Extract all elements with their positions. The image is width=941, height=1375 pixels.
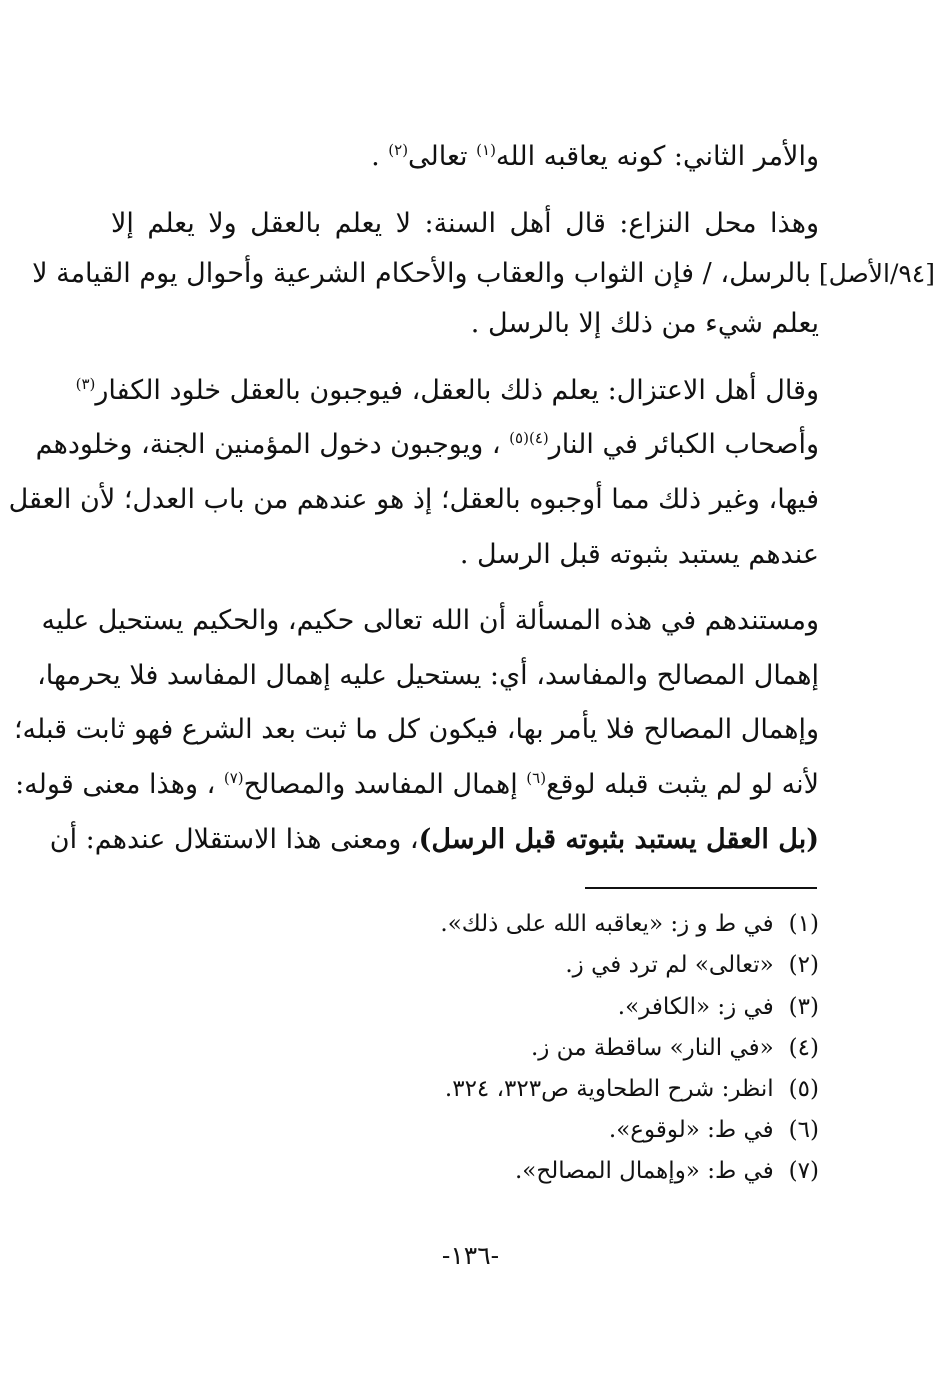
paragraph-4-line-5 bbox=[49, 820, 819, 860]
footnote-separator bbox=[585, 887, 817, 889]
paragraph-3-line-3: فيها، وغير ذلك مما أوجبوه بالعقل؛ إذ هو عندهم من باب العدل؛ لأن العقل bbox=[8, 484, 819, 515]
text-run: لأنه لو لم يثبت قبله لوقع bbox=[546, 769, 819, 800]
paragraph-2-line-2: بالرسل، / فإن الثواب والعقاب والأحكام الشرعية وأحوال يوم القيامة لا bbox=[32, 258, 811, 289]
footnote-number: (٦) bbox=[788, 1117, 819, 1143]
text-run: ، وهذا معنى قوله: bbox=[15, 769, 224, 800]
text-run: ، ويوجبون دخول المؤمنين الجنة، وخلودهم bbox=[35, 429, 510, 460]
footnote-5 bbox=[445, 1072, 819, 1106]
footnote-number: (٥) bbox=[788, 1076, 819, 1102]
footnote-ref-2[interactable]: (٢) bbox=[388, 141, 409, 159]
paragraph-3-line-1 bbox=[75, 371, 819, 411]
footnote-ref-1[interactable]: (١) bbox=[476, 141, 496, 159]
footnote-2 bbox=[565, 948, 819, 982]
footnote-text: في ط: «لوقوع». bbox=[608, 1117, 774, 1143]
footnote-1 bbox=[440, 907, 819, 941]
footnote-ref-7[interactable]: (٧) bbox=[223, 769, 244, 787]
text-run: إهمال المفاسد والمصالح bbox=[243, 769, 527, 800]
paragraph-3-line-4: عندهم يستبد بثبوته قبل الرسل . bbox=[459, 539, 819, 570]
footnote-number: (١) bbox=[788, 911, 819, 937]
footnote-text: انظر: شرح الطحاوية ص٣٢٣، ٣٢٤. bbox=[444, 1076, 774, 1102]
footnote-text: في ط: «وإهمال المصالح». bbox=[514, 1158, 774, 1184]
footnote-number: (٣) bbox=[788, 994, 819, 1020]
page-number: -١٣٦- bbox=[441, 1241, 500, 1270]
paragraph-2-line-3: يعلم شيء من ذلك إلا بالرسل . bbox=[470, 308, 819, 339]
text-run: . bbox=[371, 141, 389, 172]
footnote-number: (٢) bbox=[788, 952, 819, 978]
footnote-4 bbox=[531, 1031, 819, 1065]
paragraph-4-line-4 bbox=[15, 765, 819, 805]
footnote-ref-5[interactable]: (٥) bbox=[509, 429, 529, 447]
footnote-7 bbox=[515, 1154, 819, 1188]
paragraph-4-line-2: إهمال المصالح والمفاسد، أي: يستحيل عليه إهمال المفاسد فلا يحرمها، bbox=[37, 660, 819, 691]
footnote-text: في ز: «الكافر». bbox=[617, 994, 774, 1020]
footnote-ref-6[interactable]: (٦) bbox=[526, 769, 547, 787]
footnote-ref-3[interactable]: (٣) bbox=[75, 375, 96, 393]
footnote-number: (٧) bbox=[788, 1158, 819, 1184]
text-run: والأمر الثاني: كونه يعاقبه الله bbox=[495, 141, 819, 172]
paragraph-4-line-3: وإهمال المصالح فلا يأمر بها، فيكون كل ما ثبت بعد الشرع فهو ثابت قبله؛ bbox=[13, 714, 819, 745]
paragraph-3-line-2 bbox=[35, 425, 819, 465]
footnote-ref-4[interactable]: (٤) bbox=[528, 429, 549, 447]
quoted-text: (بل العقل يستبد بثبوته قبل الرسل) bbox=[418, 824, 819, 855]
paragraph-1-line-1 bbox=[119, 137, 819, 177]
footnote-text: «في النار» ساقطة من ز. bbox=[530, 1035, 774, 1061]
text-run: ، ومعنى هذا الاستقلال عندهم: أن bbox=[49, 824, 419, 855]
footnote-6 bbox=[609, 1113, 819, 1147]
margin-page-reference: [٩٤/الأصل] bbox=[818, 259, 935, 288]
footnote-text: في ط و ز: «يعاقبه الله على ذلك». bbox=[440, 911, 774, 937]
text-run: وأصحاب الكبائر في النار bbox=[548, 429, 819, 460]
footnote-number: (٤) bbox=[788, 1035, 819, 1061]
text-run: تعالى bbox=[408, 141, 477, 172]
footnote-3 bbox=[618, 990, 819, 1024]
paragraph-2-line-1: وهذا محل النزاع: قال أهل السنة: لا يعلم بالعقل ولا يعلم إلا bbox=[111, 208, 819, 239]
text-run: وقال أهل الاعتزال: يعلم ذلك بالعقل، فيوجبون بالعقل خلود الكفار bbox=[95, 375, 819, 406]
paragraph-4-line-1: ومستندهم في هذه المسألة أن الله تعالى حكيم، والحكيم يستحيل عليه bbox=[41, 605, 819, 636]
footnote-text: «تعالى» لم ترد في ز. bbox=[565, 952, 774, 978]
